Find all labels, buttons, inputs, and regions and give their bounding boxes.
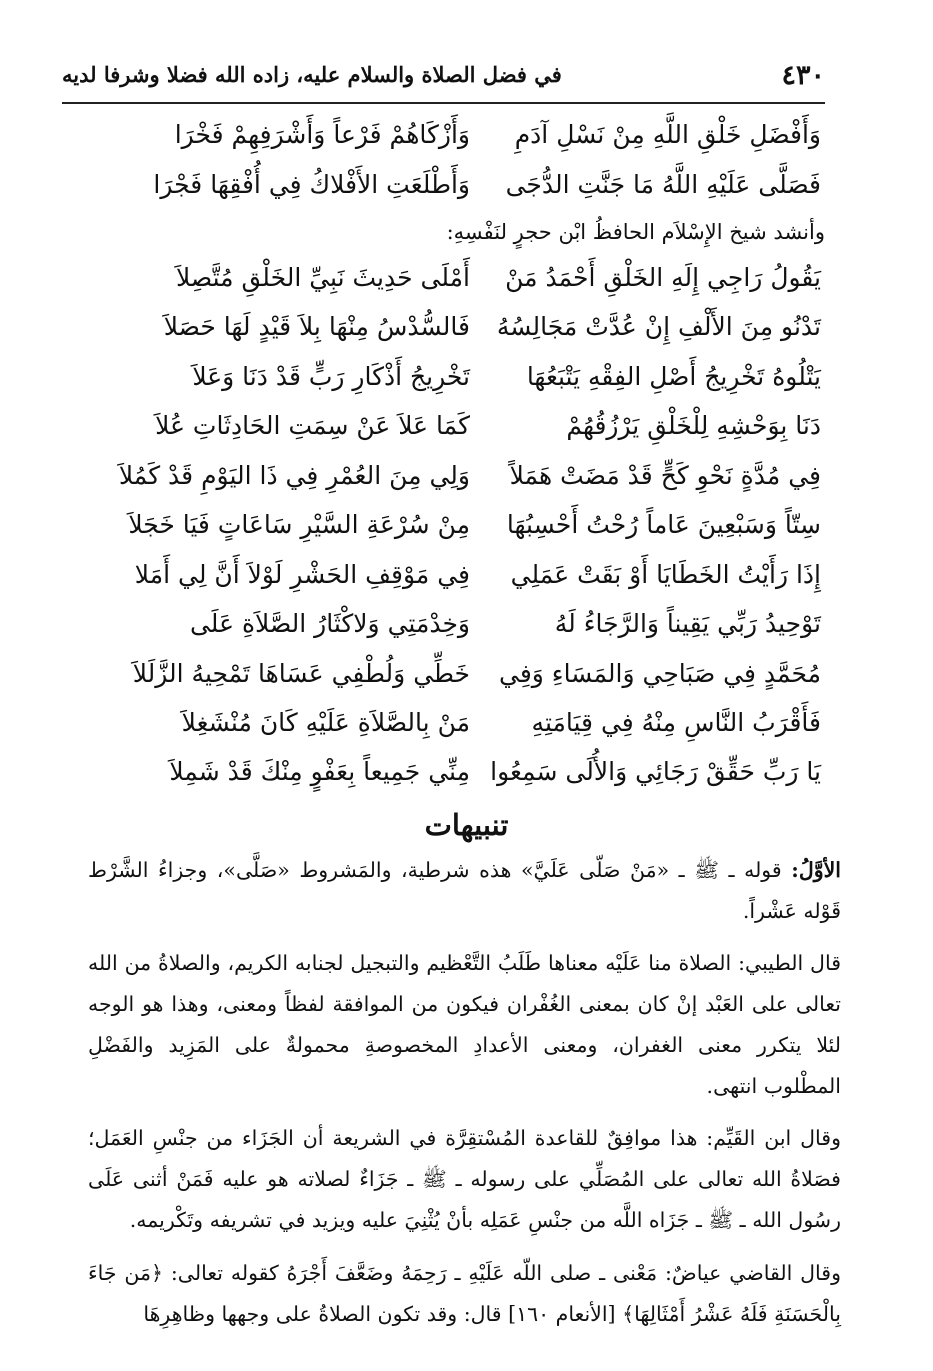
verse-hemistich-second: كَمَا عَلاَ عَنْ سِمَتِ الحَادِثَاتِ عُلاَ xyxy=(155,411,470,440)
running-title: في فضل الصلاة والسلام عليه، زاده الله فضلا وشرفا لديه xyxy=(62,62,562,87)
paragraph xyxy=(88,943,841,1107)
verse-hemistich-second: خَطِّي وَلُطْفِي عَسَاهَا تَمْحِيهُ الزَّلَلاَ xyxy=(132,659,470,688)
verse-line xyxy=(140,160,821,210)
verse-line xyxy=(118,451,821,501)
verse-hemistich-second: فَالسُّدْسُ مِنْهَا بِلاَ قَيْدٍ لَهَا حَصَلاَ xyxy=(163,312,470,341)
page-header xyxy=(62,58,825,104)
verse-line xyxy=(140,302,821,352)
verse-line xyxy=(140,110,821,160)
paragraph-text: قال الطيبي: الصلاة منا عَلَيْه معناها طَلَبُ التَّعْظيم والتبجيل لجنابه الكريم، والصلاةُ من الله تعالى على العَبْد إنْ كان بمعنى الغُفْران فيكون من الموافقة لفظاً ومعنى، وهذا هو الوجه لئلا يتكرر معنى الغفران، ومعنى الأعدادِ المخصوصةِ محمولةٌ على المَزِيد والفَضْلِ المطْلوب انتهى. xyxy=(88,951,841,1098)
paragraph-text: وقال القاضي عياضٌ: مَعْنى ـ صلى اللّه عَلَيْهِ ـ رَحِمَهُ وضَعَّفَ أَجْرَهُ كقوله تعالى: ﴿مَن جَاءَ بِالْحَسَنَةِ فَلَهُ عَشْرُ أَمْثَالِهَا﴾ [الأنعام ١٦٠] قال: وقد تكون الصلاةُ على وجهها وظاهِرِهَا xyxy=(88,1261,841,1326)
verse-line xyxy=(132,649,821,699)
section-title: تنبيهات xyxy=(424,808,509,842)
verse-hemistich-second: مِنْ سُرْعَةِ السَّيْرِ سَاعَاتٍ فَيَا خَجَلاَ xyxy=(128,510,470,539)
verse-line xyxy=(140,599,821,649)
verse-line xyxy=(140,401,821,451)
verse-hemistich-second: أَمْلَى حَدِيثَ نَبِيِّ الخَلْقِ مُتَّصِلاَ xyxy=(175,263,470,292)
verse-line xyxy=(140,747,821,797)
paragraph-text: وقال ابن القَيِّم: هذا موافِقٌ للقاعدة المُسْتقِرَّة في الشريعة أن الجَزَاء من جنْسِ العَمَل؛ فصَلاةُ الله تعالى على المُصَلِّي على رسوله ـ ﷺ ـ جَزَاءٌ لصلاته هو عليه فَمَنْ أثنى عَلَى رسُول الله ـ ﷺ ـ جَزَاه اللَّه من جنْسِ عَمَلِه بأنْ يُثْنِيَ عليه ويزيد في تشريفه وتَكْريمه. xyxy=(88,1126,841,1232)
verse-line xyxy=(140,253,821,303)
verse-hemistich-second: تَخْرِيجُ أَذْكَارِ رَبٍّ قَدْ دَنَا وَعَلاَ xyxy=(192,362,470,391)
verse-hemistich-first: فِي مُدَّةٍ نَحْوِ كَحٍّ قَدْ مَضَتْ هَمَلاً xyxy=(509,461,821,490)
verse-hemistich-second: مِنِّي جَمِيعاً بِعَفْوٍ مِنْكَ قَدْ شَمِلاَ xyxy=(169,757,470,786)
verse-hemistich-first: سِتّاً وَسَبْعِينَ عَاماً رُحْتُ أَحْسِبُهَا xyxy=(506,510,821,539)
paragraph xyxy=(88,850,841,932)
verse-hemistich-first: فَأَقْرَبُ النَّاسِ مِنْهُ فِي قِيَامَتِهِ xyxy=(531,708,821,737)
verse-hemistich-first: مُحَمَّدٍ فِي صَبَاحِي وَالمَسَاءِ وَفِي xyxy=(499,659,821,688)
verse-hemistich-first: يَقُولُ رَاجِي إِلَهِ الخَلْقِ أَحْمَدُ مَنْ xyxy=(505,263,821,292)
verse-hemistich-first: تَدْنُو مِنَ الأَلْفِ إِنْ عُدَّتْ مَجَالِسُهُ xyxy=(496,312,821,341)
verse-hemistich-first: فَصَلَّى عَلَيْهِ اللَّهُ مَا جَنَّتِ الدُّجَى xyxy=(505,170,821,199)
verse-line xyxy=(128,500,821,550)
paragraph xyxy=(88,1118,841,1241)
verse-hemistich-second: وَخِدْمَتِي وَلاكْثَارُ الصَّلاَةِ عَلَى xyxy=(189,609,470,638)
verse-hemistich-second: وَلِي مِنَ العُمْرِ فِي ذَا اليَوْمِ قَدْ كَمُلاَ xyxy=(118,461,470,490)
verse-hemistich-first: تَوْحِيدُ رَبِّي يَقِيناً وَالرَّجَاءُ لَهُ xyxy=(554,609,821,638)
paragraph-lead: الأوَّلُ: xyxy=(791,858,841,882)
verse-hemistich-first: يَا رَبِّ حَقِّقْ رَجَائِي وَالأُلَى سَمِعُوا xyxy=(490,757,821,786)
verse-hemistich-second: فِي مَوْقِفِ الحَشْرِ لَوْلاَ أَنَّ لِي أَمَلا xyxy=(134,560,470,589)
poem-intro: وأنشد شيخ الإِسْلاَم الحافظُ ابْن حجرٍ لنَفْسِهِ: xyxy=(446,220,825,244)
verse-hemistich-second: مَنْ بِالصَّلاَةِ عَلَيْهِ كَانَ مُنْشَغِلاَ xyxy=(181,708,470,737)
verse-line xyxy=(140,698,821,748)
verse-hemistich-second: وَأَزْكَاهُمْ فَرْعاً وَأَشْرَفِهِمْ فَخْرَا xyxy=(174,120,470,149)
verse-hemistich-first: دَنَا بِوَحْشِهِ لِلْخَلْقِ يَرْزُقُهُمْ xyxy=(566,411,821,440)
verse-hemistich-first: يَتْلُوهُ تَخْرِيجُ أَصْلِ الفِقْهِ يَتْبَعُهَا xyxy=(526,362,821,391)
paragraph-text: قوله ـ ﷺ ـ «مَنْ صَلّى عَلَيَّ» هذه شرطية، والمَشروط «صَلَّى»، وجزاءُ الشَّرْط قَوْله عَشْراً. xyxy=(88,858,841,923)
verse-hemistich-second: وَأَطْلَعَتِ الأَفْلاكُ فِي أُفْقِهَا فَجْرَا xyxy=(153,170,470,199)
verse-line xyxy=(134,550,821,600)
verse-hemistich-first: وَأَفْضَلِ خَلْقِ اللَّهِ مِنْ نَسْلِ آدَمِ xyxy=(514,120,821,149)
page-number: ٤٣٠ xyxy=(781,60,825,91)
paragraph xyxy=(88,1253,841,1335)
verse-hemistich-first: إِذَا رَأَيْتُ الخَطَايَا أَوْ بَقَتْ عَمَلِي xyxy=(510,560,821,589)
verse-line xyxy=(140,352,821,402)
